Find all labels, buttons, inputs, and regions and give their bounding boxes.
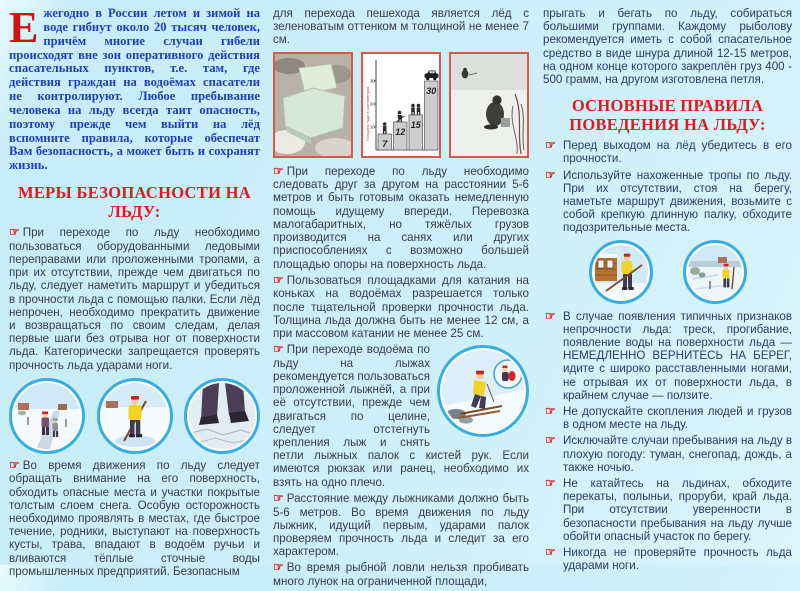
column-right bbox=[543, 7, 792, 575]
bullet-item bbox=[543, 310, 792, 402]
pointing-hand-bullet-icon: ☞ bbox=[545, 433, 556, 448]
illustration-route-on-ice bbox=[683, 240, 747, 304]
bullet-text: При переходе по льду необходимо следовать друг за другом на расстоянии 5-6 метров и быть готовым оказать немедленную помощь идущему впереди. Перевозка малогабаритных, но тяжёлых грузов производится на санях или других приспособлениях с возможно большей площадью опоры на поверхность льда. bbox=[273, 164, 529, 271]
chart-tick-30: 30 bbox=[369, 78, 375, 84]
bullet-text: Не допускайте скопления людей и грузов в одном месте на льду. bbox=[563, 405, 792, 432]
pointing-hand-bullet-icon: ☞ bbox=[545, 308, 556, 323]
ice-blocks-photo bbox=[275, 54, 351, 156]
bullet-text: Во время рыбной ловли нельзя пробивать много лунок на ограниченной площади, bbox=[273, 561, 529, 589]
illustration-row-left bbox=[9, 378, 260, 454]
log-house bbox=[594, 254, 618, 281]
photo-ice-blocks bbox=[273, 52, 353, 158]
bullet-text: Не катайтесь на льдинах, обходите перекаты, полыньи, проруби, край льда. При отсутствии уверенности в безопасности пребывания на льду лучше обойти опасный участок по берегу. bbox=[563, 477, 792, 543]
ice-fisherman-photo bbox=[451, 54, 527, 156]
shore-preparation-icon bbox=[594, 245, 648, 299]
path-walkers-icon bbox=[14, 383, 80, 449]
bullet-item bbox=[273, 165, 529, 271]
boots-on-ice-icon bbox=[189, 383, 255, 449]
bullet-item bbox=[273, 274, 529, 340]
bullet-item bbox=[543, 434, 792, 474]
bullet-item bbox=[543, 169, 792, 235]
bullet-item bbox=[543, 477, 792, 543]
bar-value-12: 12 bbox=[395, 126, 406, 137]
photo-ice-thickness-chart bbox=[361, 52, 441, 158]
bullet-text: При переходе по льду необходимо пользоваться оборудованными ледовыми переправами или проложенными тропами, а при их отсутствии, прежде чем двигаться по льду, следует наметить маршрут и убедиться в прочности льда с помощью палки. Если лёд непрочен, необходимо прекратить движение и возвращаться по своим следам, делая первые шаги без отрыва ног от поверхности льда. Категорически запрещается проверять прочность льда ударами ноги. bbox=[9, 226, 260, 372]
bar-value-30: 30 bbox=[426, 85, 437, 96]
bullet-item bbox=[273, 561, 529, 588]
intro-paragraph bbox=[9, 3, 260, 173]
chart-tick-10: 10 bbox=[369, 124, 375, 130]
bullet-text: Перед выходом на лёд убедитесь в его прочности. bbox=[563, 139, 792, 166]
pointing-hand-bullet-icon: ☞ bbox=[545, 404, 556, 418]
pointing-hand-bullet-icon: ☞ bbox=[545, 476, 556, 491]
pointing-hand-bullet-icon: ☞ bbox=[545, 545, 556, 560]
bullet-item bbox=[543, 546, 792, 572]
bullet-item bbox=[9, 459, 260, 578]
route-on-ice-icon bbox=[688, 245, 742, 299]
bullet-text: Исключайте случаи пребывания на льду в плохую погоду: туман, снегопад, дождь, а также ночью. bbox=[563, 434, 792, 474]
continuation-paragraph: прыгать и бегать по льду, собираться большими группами. Каждому рыболову рекомендуется иметь с собой спасательное средство в виде шнура длиной 12-15 метров, на одном конце которого закреплён груз 400 - 500 грамм, на другом изготовлена петля. bbox=[543, 7, 792, 87]
ice-thickness-chart bbox=[363, 54, 439, 156]
column-left bbox=[9, 3, 260, 581]
pointing-hand-bullet-icon: ☞ bbox=[273, 342, 284, 357]
bullet-item bbox=[543, 405, 792, 431]
illustration-path-walkers bbox=[9, 378, 85, 454]
illustration-shore-preparation bbox=[589, 240, 653, 304]
bullet-text: Никогда не проверяйте прочность льда ударами ноги. bbox=[563, 546, 792, 573]
chart-ylabel: Толщина льда в сантиметрах bbox=[365, 86, 370, 141]
intro-text: жегодно в России летом и зимой на воде гибнут около 20 тысяч человек, причём многие случаи гибели происходят вне зон оперативного действия спасательных пунктов, т.е. там, где действия граждан на водоёмах спасатели не контролируют. Любое пребывание человека на льду всегда таит опасность, поэтому прежде чем выйти на лёд вспомните правила, которые обеспечат Вам безопасность, а может быть и сохранят жизнь. bbox=[9, 6, 260, 173]
section-header-behaviour-rules: ОСНОВНЫЕ ПРАВИЛА ПОВЕДЕНИЯ НА ЛЬДУ: bbox=[569, 96, 766, 134]
ice-tester-icon bbox=[102, 383, 168, 449]
pointing-hand-bullet-icon: ☞ bbox=[9, 457, 20, 472]
illustration-ice-tester bbox=[97, 378, 173, 454]
bullet-text: Пользоваться площадками для катания на коньках на водоёмах разрешается только после тщательной проверки прочности льда. Толщина льда должна быть не менее 12 см, а при массовом катании не менее 25 см. bbox=[273, 273, 529, 340]
bar-value-7: 7 bbox=[382, 138, 388, 149]
illustration-boots-on-ice bbox=[184, 378, 260, 454]
illustration-skier bbox=[437, 345, 529, 437]
pointing-hand-bullet-icon: ☞ bbox=[9, 225, 20, 240]
photo-row bbox=[273, 52, 529, 158]
section-header-safety-measures: МЕРЫ БЕЗОПАСНОСТИ НА ЛЬДУ: bbox=[18, 183, 251, 221]
pointing-hand-bullet-icon: ☞ bbox=[273, 163, 284, 178]
pointing-hand-bullet-icon: ☞ bbox=[545, 167, 556, 182]
illustration-row-right bbox=[543, 240, 792, 304]
drop-cap: Е bbox=[9, 3, 39, 52]
pointing-hand-bullet-icon: ☞ bbox=[273, 272, 284, 287]
bullet-item bbox=[9, 226, 260, 372]
bullet-text: При переходе водоёма по льду на лыжах рекомендуется пользоваться проложенной лыжнёй, а при её отсутствии, прежде чем двигаться по целине, следует отстегнуть крепления лыж и снять петли лыжных палок с кистей рук. Если имеются рюкзак или ранец, необходимо их взять на одно плечо. bbox=[273, 343, 529, 489]
skier-illustration-icon bbox=[442, 350, 524, 432]
bullet-item-skier bbox=[273, 343, 529, 489]
column-middle bbox=[273, 7, 529, 591]
pointing-hand-bullet-icon: ☞ bbox=[273, 490, 284, 505]
continuation-paragraph: для перехода пешехода является лёд с зеленоватым оттенком м толщиной не менее 7 см. bbox=[273, 7, 529, 47]
pointing-hand-bullet-icon: ☞ bbox=[545, 138, 556, 153]
pointing-hand-bullet-icon: ☞ bbox=[273, 560, 284, 575]
bar-value-15: 15 bbox=[410, 119, 421, 130]
bullet-text: Во время движения по льду следует обращать внимание на его поверхность, обходить опасные места и участки покрытые толстым слоем снега. Особую осторожность необходимо проявлять в местах, где быстрое течение, родники, выступают на поверхность кусты, трава, впадают в водоём ручьи и вливаются тёплые сточные воды промышленных предприятий. Безопасным bbox=[9, 458, 260, 578]
bullet-item bbox=[543, 139, 792, 165]
chart-tick-20: 20 bbox=[369, 101, 375, 107]
bullet-text: Используйте нахоженные тропы по льду. При их отсутствии, стоя на берегу, наметьте маршрут движения, возьмите с собой крепкую длинную палку, обходите подозрительные места. bbox=[563, 168, 792, 235]
bullet-item bbox=[273, 492, 529, 558]
bullet-text: В случае появления типичных признаков непрочности льда: треск, прогибание, появление воды на поверхности льда — НЕМЕДЛЕННО ВЕРНИТЕСЬ НА БЕРЕГ, идите с широко расставленными ногами, не отрывая их от поверхности льда, в крайнем случае — ползите. bbox=[563, 309, 792, 402]
photo-ice-fisherman bbox=[449, 52, 529, 158]
bullet-text: Расстояние между лыжниками должно быть 5-6 метров. Во время движения по льду лыжник, идущий первым, ударами палок проверяем прочность льда и следит за его характером. bbox=[273, 491, 529, 559]
